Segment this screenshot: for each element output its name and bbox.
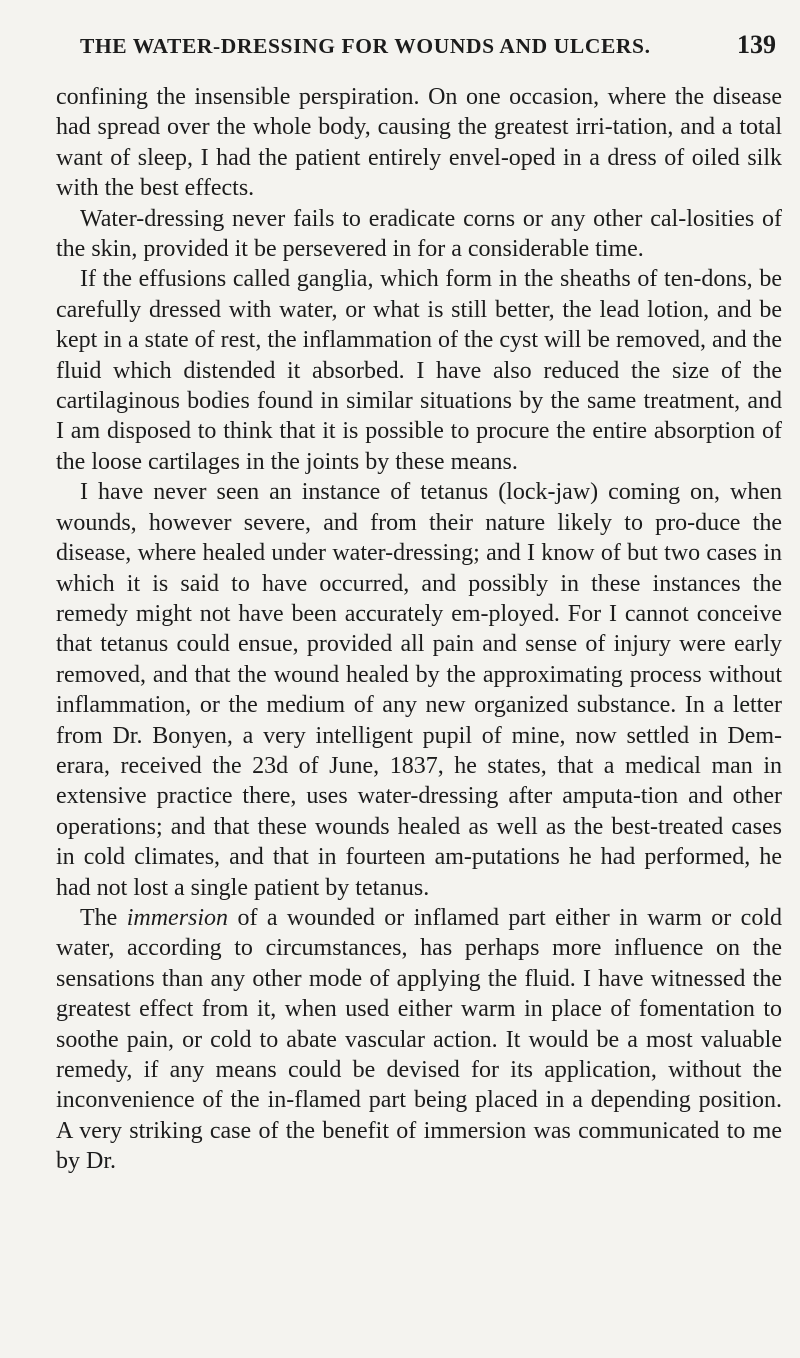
paragraph-2: Water-dressing never fails to eradicate corns or any other cal-losities of the skin, provided it be persevered in for a considerable time. <box>56 205 782 263</box>
paragraph-1: confining the insensible perspiration. On one occasion, where the disease had spread over the whole body, causing the greatest irri-tation, and a total want of sleep, I had the patient entirely envel-oped in a dress of oiled silk with the best effects. <box>56 84 782 202</box>
paragraph-5-emphasis: immersion <box>126 904 229 931</box>
paragraph-5-lead: The <box>80 904 127 931</box>
paragraph-5-text: of a wounded or inflamed part either in warm or cold water, according to circumstances, has perhaps more influence on the sensations than any other mode of applying the fluid. I have witnessed the greatest effect from it, when used either warm in place of fomentation to soothe pain, or cold to abate vascular action. It would be a most valuable remedy, if any means could be devised for its application, without the inconvenience of the in-flamed part being placed in a depending position. A very striking case of the benefit of immersion was communicated to me by Dr. <box>56 904 782 1175</box>
paragraph-4: I have never seen an instance of tetanus (lock-jaw) coming on, when wounds, however severe, and from their nature likely to pro-duce the disease, where healed under water-dressing; and I know of but two cases in which it is said to have occurred, and possibly in these instances the remedy might not have been accurately em-ployed. For I cannot conceive that tetanus could ensue, provided all pain and sense of injury were early removed, and that the wound healed by the approximating process without inflammation, or the medium of any new organized substance. In a letter from Dr. Bonyen, a very intelligent pupil of mine, now settled in Dem-erara, received the 23d of June, 1837, he states, that a medical man in extensive practice there, uses water-dressing after amputa-tion and other operations; and that these wounds healed as well as the best-treated cases in cold climates, and that in fourteen am-putations he had performed, he had not lost a single patient by tetanus. <box>56 479 782 901</box>
running-title: THE WATER-DRESSING FOR WOUNDS AND ULCERS. <box>80 34 651 58</box>
paragraph-3: If the effusions called ganglia, which form in the sheaths of ten-dons, be carefully dressed with water, or what is still better, the lead lotion, and be kept in a state of rest, the inflammation of the cyst will be removed, and the fluid which distended it absorbed. I have also reduced the size of the cartilaginous bodies found in similar situations by the same treatment, and I am disposed to think that it is possible to procure the entire absorption of the loose cartilages in the joints by these means. <box>56 266 782 475</box>
paragraph-5 <box>56 903 782 1177</box>
body-text <box>56 82 782 1177</box>
page-number: 139 <box>737 30 776 59</box>
running-header <box>56 30 782 74</box>
